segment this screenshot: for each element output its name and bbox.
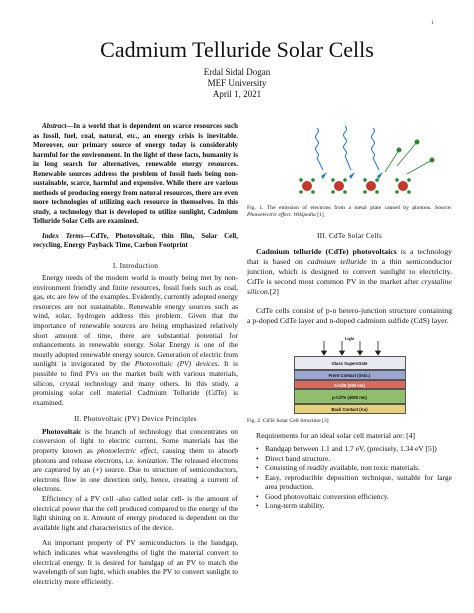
light-arrows-icon: [294, 340, 406, 356]
abstract-label: Abstract: [42, 122, 67, 130]
left-column: [33, 122, 238, 586]
pv-text-a: is the branch of technology that concentrates on conversion of light to electric current. Some materials has the property known as: [33, 426, 238, 455]
abstract-text: —In a world that is dependent on scarce resources such as fossil, fuel, coal, natural, etc., an energy crisis is inevitable. Moreover, our primary source of energy today is considerably harmful for the environment. In the light of these facts, humanity is in long search for alternatives, renewable energy resources. Renewable sources address the problem of fossil fuels being non-sustainable, scarce, harmful and expensive. While there are various methods of producing energy from natural resources, there are even more technologies of utilizing each resource in themselves. In this study, a technology that is developed to utilize sunlight, Cadmium Telluride Solar Cells are examined.: [33, 122, 238, 225]
list-item: • Bandgap between 1.1 and 1.7 eV, (precisely, 1.34 eV [5]): [256, 444, 452, 454]
cdte-italic-2: crystaline silicon: [247, 277, 452, 297]
intro-paragraph: [33, 273, 238, 407]
cdte-paragraph-1: [247, 247, 452, 298]
figure-cell-structure: [247, 334, 452, 414]
photon-arrowhead: [377, 172, 383, 179]
electron-path: [397, 142, 417, 166]
electron: [397, 148, 402, 153]
list-item: • Direct band structure.: [256, 454, 452, 464]
cdte-text-b: in a thin semiconductor junction, which is designed to convert sunlight to electricity. CdTe is second most common PV in the market after: [247, 256, 452, 287]
index-terms-text: —CdTe, Photovoltaic, thin film, Solar Cell, recycling, Energy Payback Time, Carbon Footprint: [33, 231, 238, 249]
section-heading-cdte: III. CdTe Solar Cells: [317, 231, 382, 240]
index-terms: [33, 232, 238, 251]
electron: [415, 140, 420, 145]
photoelectric-illustration: [247, 122, 452, 202]
author-affiliation: MEF University: [207, 78, 267, 88]
requirements-intro: Requirements for an ideal solar cell material are: [4]: [256, 430, 415, 440]
photon-wave: [372, 128, 380, 170]
cdte-paragraph-2: CdTe cells consist of p-n hetero-junction structure containing a p-doped CdTe layer and n-doped cadmium sulfide (CdS) layer.: [247, 305, 452, 325]
cdte-italic-1: cadmium telluride: [307, 256, 367, 266]
list-item: • Consisting of readily available, non toxic materials.: [256, 463, 452, 473]
cell-stack: [294, 334, 406, 414]
intro-text-end: . It is possible to find PVs on the market built with various materials, silicon, crystal technology and many others. In this study, a promising solar cell material Cadmium Telluride (CdTe) is examined.: [33, 359, 238, 407]
electron-path: [407, 160, 432, 174]
pv-bold-term: Photovoltaic: [42, 426, 82, 436]
author-block: [0, 67, 474, 100]
layer-n-cds: n-CdS (100 nm): [294, 380, 406, 389]
pv-paragraph-2: Efficiency of a PV cell -also called solar cell- is the amount of electrical power that the cell produced compared to the energy of the light shining on it. Amount of energy produced is dependent on the available light and characteristics of the device.: [33, 493, 238, 532]
author-name: Erdal Sidal Dogan: [203, 67, 271, 77]
electron: [430, 158, 435, 163]
figure-2-caption: Fig. 2. CdTe Solar Cell Structure [3]: [247, 417, 329, 424]
paper-title: Cadmium Telluride Solar Cells: [100, 37, 374, 62]
section-heading-pv-principles: II. Photovoltaic (PV) Device Principles: [74, 414, 197, 424]
abstract: [33, 122, 238, 227]
pv-paragraph-1: [33, 427, 238, 494]
right-column: [247, 122, 452, 511]
cdte-text-a: is a technology that is based on: [247, 246, 452, 266]
light-arrows: [294, 340, 406, 356]
layer-p-cdte: p-CdTe (4000 nm): [294, 389, 406, 404]
figure-1-caption-italic: Photoelectric effect. Wikipedia: [247, 212, 316, 218]
pv-text-c: . The released electrons are captured by an (+) source. Due to structure of semiconductors, electrons flow in one direction only, hence, creating a current of electrons.: [33, 455, 238, 494]
list-item: • Good photovoltaic conversion efficiency.: [256, 492, 452, 502]
photon-arrowhead: [321, 172, 327, 179]
pv-text-b: , causing them to absorb photons and release electrons, i.e.: [33, 446, 238, 465]
photon-wave: [344, 126, 352, 170]
cdte-bold-term: Cadmium telluride (CdTe) photovoltaics: [256, 246, 397, 256]
figure-1-caption: [247, 205, 452, 219]
layer-glass-superstrate: Glass Superstrate: [294, 356, 406, 370]
section-heading-introduction: I. Introduction: [112, 260, 159, 270]
list-item: • Easy, reproducible deposition technique, suitable for large area production.: [256, 473, 452, 492]
intro-text: Energy needs of the modern world is mostly being met by non-environment friendly and finite resources, fossil fuels such as coal, gas, etc are few of the examples. Evidently, currently adopted energy resources are not sustainable. Renewable energy sources such as wind, solar, hydrogen address this problem. Given that the importance of renewable sources are being emphasized relatively short amount of time, there are substantial potential for enhancements in renewable energy. Solar Energy is one of the mostly adopted renewable energy source. Generation of electric from sunlight is invigorated by the: [33, 273, 238, 369]
layer-front-contact: Front Contact (SnO₂): [294, 370, 406, 380]
pv-italic-2: ionization: [137, 455, 167, 465]
page-number: 1: [431, 20, 434, 26]
photon-arrowhead: [349, 172, 355, 179]
electron-path: [385, 150, 399, 172]
intro-italic: Photovoltaic (PV) devices: [134, 359, 218, 369]
requirements-list: [247, 444, 452, 511]
figure-1-caption-text: Fig. 1. The emission of electrons from a metal plate caused by photons. Source:: [247, 205, 452, 211]
index-terms-label: Index Terms: [42, 231, 84, 240]
layer-back-contact: Back Contact (Au): [294, 404, 406, 414]
light-label: Light: [344, 335, 355, 341]
paper-date: April 1, 2021: [212, 89, 262, 99]
figure-1-caption-end: [1]: [315, 212, 324, 218]
list-item: • Long-term stability.: [256, 501, 452, 511]
figure-photoelectric: [247, 122, 452, 202]
cdte-text-c: .[2]: [267, 287, 279, 297]
photon-wave: [316, 128, 324, 170]
pv-paragraph-3: An important property of PV semiconductors is the bandgap, which indicates what wavelengths of light the material convert to electrical energy. It is desired for bandgap of an PV to match the wavelength of sun light, which enables the PV to convert sunlight to electricity more efficiently.: [33, 538, 238, 586]
pv-italic-1: photoelectric effect: [97, 446, 157, 455]
